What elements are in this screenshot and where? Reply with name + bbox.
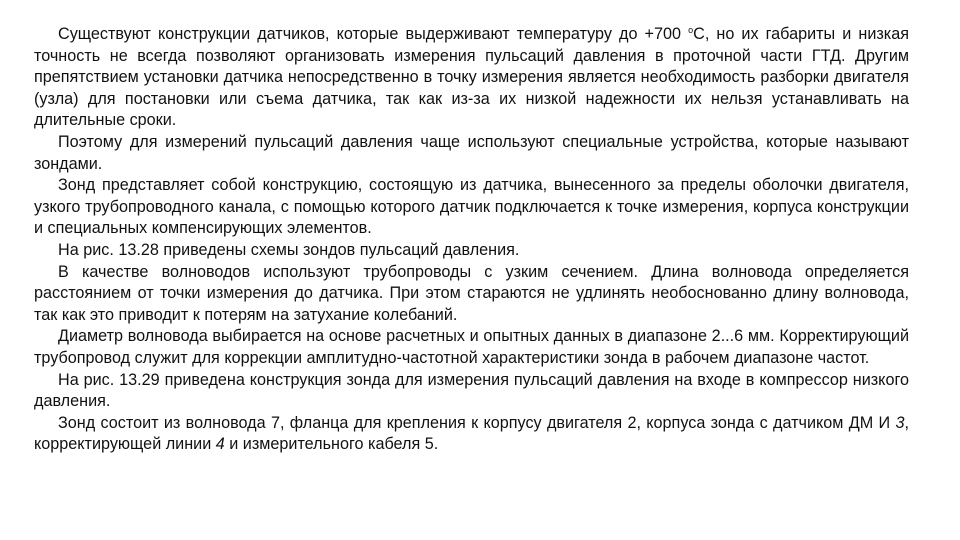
paragraph-waveguide-diameter: Диаметр волновода выбирается на основе расчетных и опытных данных в диапазоне 2...6 мм. Корректирующий трубопровод служит для коррекции амплитудно-частотной характеристики зонда в рабочем диапазоне частот. xyxy=(34,327,909,367)
paragraph-figure-13-29-reference: На рис. 13.29 приведена конструкция зонда для измерения пульсаций давления на входе в компрессор низкого давления. xyxy=(34,370,909,411)
paragraph-sensor-limitations xyxy=(34,24,909,132)
component-number-italic: 4 xyxy=(215,435,225,454)
paragraph-probe-components xyxy=(34,413,909,456)
component-number-italic: 3 xyxy=(895,413,905,432)
paragraph-probe-definition: Зонд представляет собой конструкцию, состоящую из датчика, вынесенного за пределы оболочки двигателя, узкого трубопроводного канала, с помощью которого датчик подключается к точке измерения, корпуса конструкции и специальных компенсирующих элементов. xyxy=(34,176,909,238)
slide-body xyxy=(34,24,909,456)
paragraph-probes-intro: Поэтому для измерений пульсаций давления чаще используют специальные устройства, которые называют зондами. xyxy=(34,132,909,173)
paragraph-text: Зонд состоит из волновода xyxy=(58,413,271,432)
paragraph-text: , фланца для крепления к корпусу двигателя 2, корпуса зонда с датчиком ДМ И xyxy=(279,413,896,432)
paragraph-waveguides: В качестве волноводов используют трубопроводы с узким сечением. Длина волновода определяется расстоянием от точки измерения до датчика. При этом стараются не удлинять необоснованно длину волновода, так как это приводит к потерям на затухание колебаний. xyxy=(34,262,909,324)
paragraph-figure-13-28-reference: На рис. 13.28 приведены схемы зондов пульсаций давления. xyxy=(58,240,520,259)
paragraph-text: Существуют конструкции датчиков, которые выдерживают температуру до +700 xyxy=(58,25,689,43)
degree-superscript: о xyxy=(688,25,694,35)
paragraph-text: С, но их габариты и низкая точность не всегда позволяют организовать измерения пульсаций давления в проточной части ГТД. Другим препятствием установки датчика непосредственно в точку измерения является необходимость разборки двигателя (узла) для постановки или съема датчика, так как из-за их низкой надежности их нельзя устанавливать на длительные сроки. xyxy=(34,25,909,130)
component-number: 7 xyxy=(270,413,280,432)
paragraph-text: и измерительного кабеля 5. xyxy=(224,435,439,454)
paragraph-text: , корректирующей линии xyxy=(34,413,909,454)
